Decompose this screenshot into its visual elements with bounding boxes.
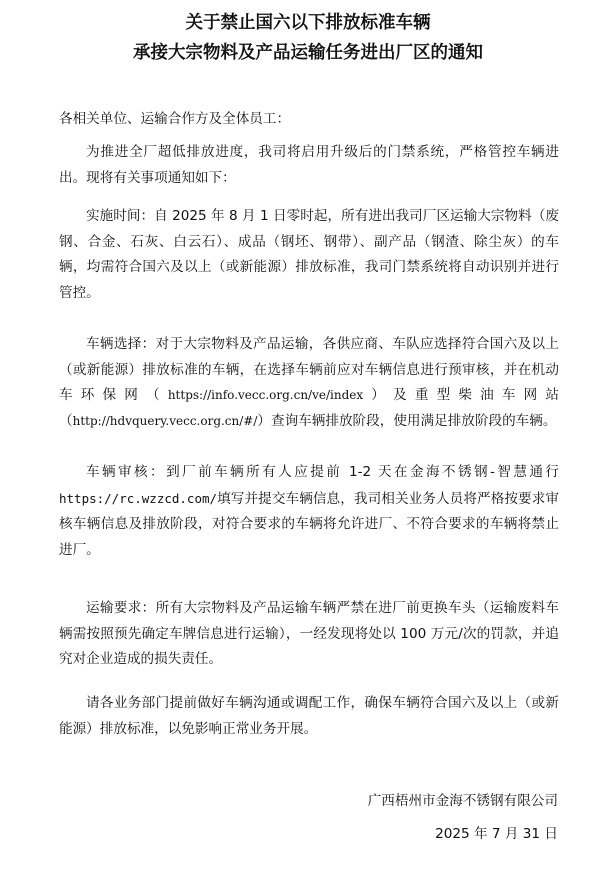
review-text-after: 填写并提交车辆信息，我司相关业务人员将严格按要求审核车辆信息及排放阶段，对符合要求的车辆将允许进厂、不符合要求的车辆将禁止进厂。 xyxy=(59,490,559,558)
signature-company: 广西梧州市金海不锈钢有限公司 xyxy=(367,793,558,809)
selection-text-mid: ）及重型柴油车网站（ xyxy=(59,387,560,429)
intro-paragraph: 为推进全厂超低排放进度，我司将启用升级后的门禁系统，严格管控车辆进出。现将有关事项通知如下： xyxy=(59,144,559,186)
signature-date: 2025 年 7 月 31 日 xyxy=(435,826,558,842)
vecc-link: https://info.vecc.org.cn/ve/index xyxy=(167,388,364,402)
notice-title-line2: 承接大宗物料及产品运输任务进出厂区的通知 xyxy=(133,43,483,63)
review-text-before: 车辆审核：到厂前车辆所有人应提前 1-2 天在金海不锈钢-智慧通行 xyxy=(86,464,559,480)
vehicle-selection-paragraph xyxy=(59,332,559,434)
vehicle-review-paragraph xyxy=(59,460,559,563)
closing-paragraph: 请各业务部门提前做好车辆沟通或调配工作，确保车辆符合国六及以上（或新能源）排放标准，以免影响正常业务开展。 xyxy=(59,695,559,737)
selection-text-before: 车辆选择：对于大宗物料及产品运输，各供应商、车队应选择符合国六及以上（或新能源）排放标准的车辆，在选择车辆前应对车辆信息进行预审核，并在机动车环保网（ xyxy=(59,336,559,403)
selection-text-after: ）查询车辆排放阶段，使用满足排放阶段的车辆。 xyxy=(257,412,557,429)
hdvquery-link: http://hdvquery.vecc.org.cn/#/ xyxy=(72,413,258,428)
notice-title-line1: 关于禁止国六以下排放标准车辆 xyxy=(185,13,431,33)
implementation-paragraph: 实施时间：自 2025 年 8 月 1 日零时起，所有进出我司厂区运输大宗物料（废钢、合金、石灰、白云石）、成品（钢坯、钢带）、副产品（钢渣、除尘灰）的车辆，均需符合国六及以上（或新能源）排放标准，我司门禁系统将自动识别并进行管控。 xyxy=(59,208,559,301)
greeting: 各相关单位、运输合作方及全体员工： xyxy=(59,111,291,127)
review-link: https://rc.wzzcd.com/ xyxy=(59,490,218,506)
transport-requirement-paragraph: 运输要求：所有大宗物料及产品运输车辆严禁在进厂前更换车头（运输废料车辆需按照预先确定车牌信息进行运输），一经发现将处以 100 万元/次的罚款，并追究对企业造成的损失责任。 xyxy=(59,600,559,667)
